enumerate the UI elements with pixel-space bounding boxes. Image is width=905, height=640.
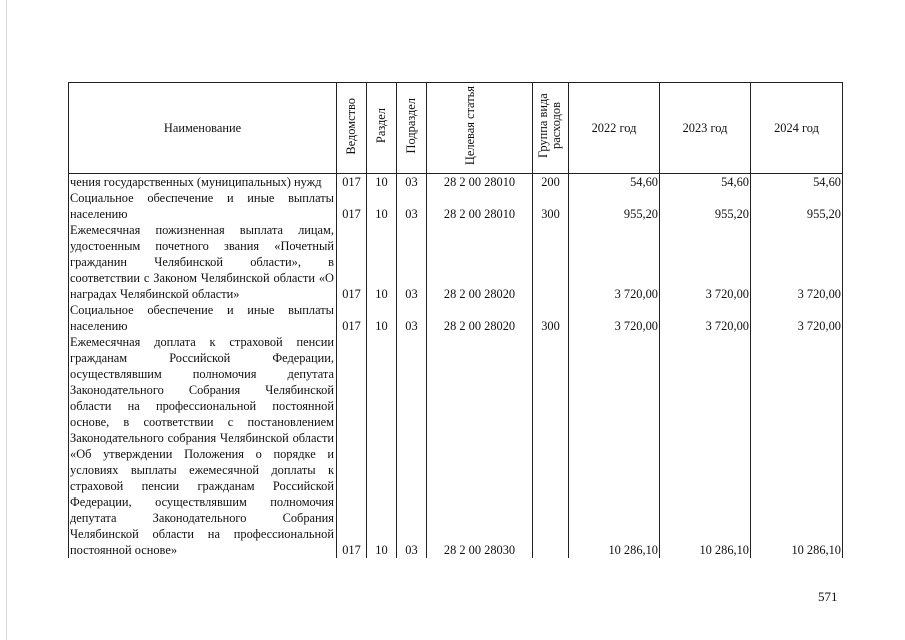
row-subsection: 03 bbox=[397, 190, 427, 222]
table-row bbox=[69, 302, 843, 334]
row-2023: 3 720,00 bbox=[660, 222, 751, 302]
row-name: Ежемесячная доплата к страховой пенсии гражданам Российской Федерации, осуществлявшим полномочия депутата Законодательного Собрания Челябинской области на профессиональной постоянной основе, в соответствии с постановлением Законодательного собрания Челябинской области «Об утверждении Положения о порядке и условиях выплаты ежемесячной доплаты к страховой пенсии гражданам Российской Федерации, осуществлявшим полномочия депутата Законодательного Собрания Челябинской области на профессиональной постоянной основе» bbox=[69, 334, 337, 558]
row-2022: 10 286,10 bbox=[569, 334, 660, 558]
row-department: 017 bbox=[337, 302, 367, 334]
scan-edge-line bbox=[6, 0, 7, 640]
row-subsection: 03 bbox=[397, 302, 427, 334]
row-name: Социальное обеспечение и иные выплаты населению bbox=[69, 302, 337, 334]
row-subsection: 03 bbox=[397, 174, 427, 191]
table-row bbox=[69, 190, 843, 222]
row-2024: 3 720,00 bbox=[751, 222, 843, 302]
row-2024: 3 720,00 bbox=[751, 302, 843, 334]
row-2024: 10 286,10 bbox=[751, 334, 843, 558]
row-subsection: 03 bbox=[397, 334, 427, 558]
header-section: Раздел bbox=[367, 83, 397, 174]
row-department: 017 bbox=[337, 222, 367, 302]
row-2023: 54,60 bbox=[660, 174, 751, 191]
row-department: 017 bbox=[337, 190, 367, 222]
header-expense-group: Группа вида расходов bbox=[533, 83, 569, 174]
header-2023: 2023 год bbox=[660, 83, 751, 174]
row-expense-group: 300 bbox=[533, 190, 569, 222]
row-target-article: 28 2 00 28010 bbox=[427, 174, 533, 191]
row-target-article: 28 2 00 28010 bbox=[427, 190, 533, 222]
row-section: 10 bbox=[367, 190, 397, 222]
row-section: 10 bbox=[367, 222, 397, 302]
budget-table bbox=[68, 82, 843, 558]
row-name: Социальное обеспечение и иные выплаты населению bbox=[69, 190, 337, 222]
row-section: 10 bbox=[367, 174, 397, 191]
row-department: 017 bbox=[337, 174, 367, 191]
row-expense-group bbox=[533, 334, 569, 558]
row-target-article: 28 2 00 28020 bbox=[427, 302, 533, 334]
row-expense-group bbox=[533, 222, 569, 302]
header-2022: 2022 год bbox=[569, 83, 660, 174]
header-department: Ведомство bbox=[337, 83, 367, 174]
row-department: 017 bbox=[337, 334, 367, 558]
header-target-article: Целевая статья bbox=[427, 83, 533, 174]
row-section: 10 bbox=[367, 302, 397, 334]
table-header-row bbox=[69, 83, 843, 174]
row-target-article: 28 2 00 28020 bbox=[427, 222, 533, 302]
table-row bbox=[69, 174, 843, 191]
header-name: Наименование bbox=[69, 83, 337, 174]
row-2023: 3 720,00 bbox=[660, 302, 751, 334]
header-subsection: Подраздел bbox=[397, 83, 427, 174]
row-2022: 3 720,00 bbox=[569, 302, 660, 334]
row-name: Ежемесячная пожизненная выплата лицам, удостоенным почетного звания «Почетный гражданин Челябинской области», в соответствии с Законом Челябинской области «О наградах Челябинской области» bbox=[69, 222, 337, 302]
header-2024: 2024 год bbox=[751, 83, 843, 174]
table-row bbox=[69, 334, 843, 558]
row-expense-group: 200 bbox=[533, 174, 569, 191]
row-2023: 955,20 bbox=[660, 190, 751, 222]
row-2023: 10 286,10 bbox=[660, 334, 751, 558]
row-name: чения государственных (муниципальных) нужд bbox=[69, 174, 337, 191]
row-target-article: 28 2 00 28030 bbox=[427, 334, 533, 558]
row-2022: 955,20 bbox=[569, 190, 660, 222]
row-subsection: 03 bbox=[397, 222, 427, 302]
page-number: 571 bbox=[818, 589, 838, 604]
row-2022: 3 720,00 bbox=[569, 222, 660, 302]
row-section: 10 bbox=[367, 334, 397, 558]
table-row bbox=[69, 222, 843, 302]
row-2024: 955,20 bbox=[751, 190, 843, 222]
row-2024: 54,60 bbox=[751, 174, 843, 191]
row-2022: 54,60 bbox=[569, 174, 660, 191]
row-expense-group: 300 bbox=[533, 302, 569, 334]
